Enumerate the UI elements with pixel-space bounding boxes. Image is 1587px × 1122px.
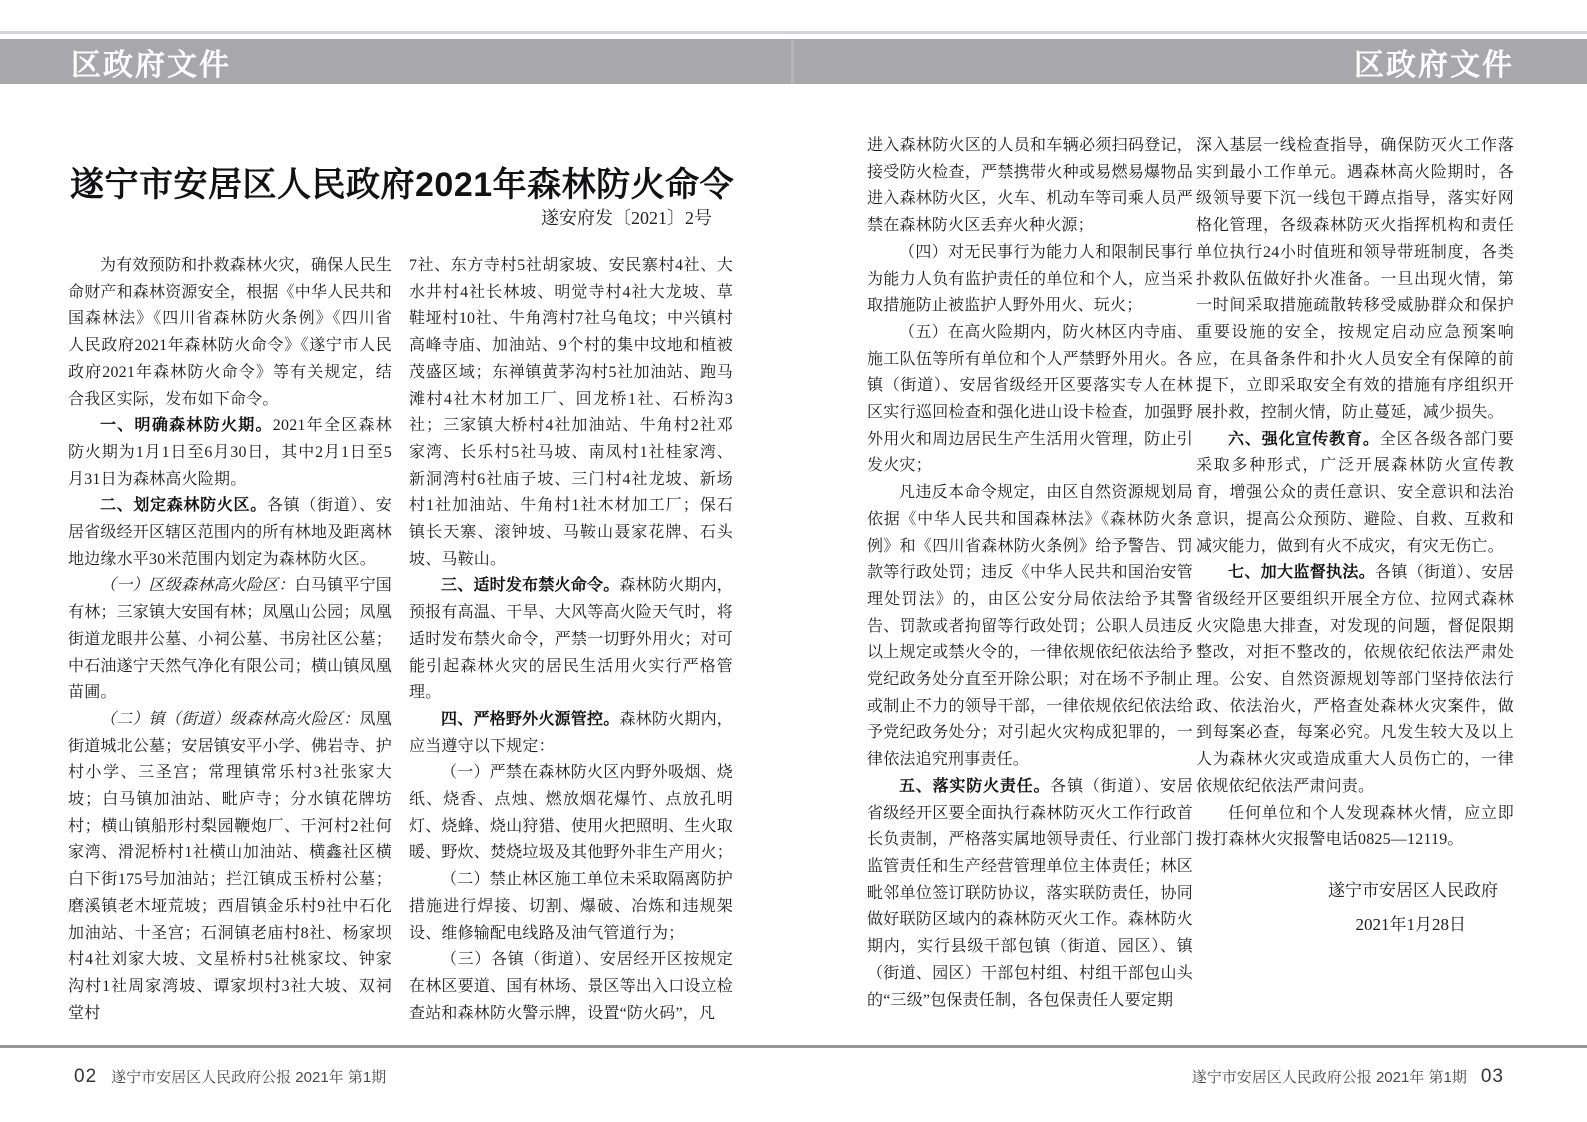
paragraph: 为有效预防和扑救森林火灾，确保人民生命财产和森林资源安全，根据《中华人民共和国森林法》《四川省森林防火条例》《四川省人民政府2021年森林防火命令》《遂宁市人民政府2021年森林防火命令》等有关规定，结合我区实际，发布如下命令。 bbox=[68, 257, 393, 408]
page-fold-seam bbox=[791, 39, 794, 84]
paragraph: 7社、东方寺村5社胡家坡、安民寨村4社、大水井村4社长林坡、明觉寺村4社大龙坡、草鞋垭村10社、牛角湾村7社乌龟坟；中兴镇村高峰寺庙、加油站、9个村的集中坟地和植被茂盛区域；东禅镇黄茅沟村5社加油站、跑马滩村4社木材加工厂、回龙桥1社、石桥沟3社；三家镇大桥村4社加油站、牛角村2社邓家湾、长乐村5社马坡、南凤村1社桂家湾、新洞湾村6社庙子坡、三门村4社龙坡、新场村1社加油站、牛角村1社木材加工厂；保石镇长天寨、滚钟坡、马鞍山聂家花牌、石头坡、马鞍山。 bbox=[409, 257, 733, 568]
paragraph: 三、适时发布禁火命令。森林防火期内，预报有高温、干旱、大风等高火险天气时，将适时发布禁火命令，严禁一切野外用火；对可能引起森林火灾的居民生活用火实行严格管理。 bbox=[409, 577, 734, 702]
section-heading: 六、强化宣传教育。 bbox=[1228, 430, 1380, 448]
page-number-right: 03 bbox=[1480, 1066, 1504, 1087]
banner-left-label: 区政府文件 bbox=[71, 48, 231, 82]
page-number-left: 02 bbox=[74, 1066, 98, 1087]
paragraph: （二）镇（街道）级森林高火险区：凤凰街道城北公墓；安居镇安平小学、佛岩寺、护村小学、三圣宫；常理镇常乐村3社张家大坡；白马镇加油站、毗庐寺；分水镇花牌坊村；横山镇船形村梨园鞭炮厂、干河村2社何家湾、滑泥桥村1社横山加油站、横鑫社区横白下街175号加油站；拦江镇成玉桥村公墓；磨溪镇老木垭荒坡；西眉镇金乐村9社中石化加油站、十圣宫；石洞镇老庙村8社、杨家坝村4社刘家大坡、文星桥村5社桃家坟、钟家沟村1社周家湾坡、谭家坝村3社大坡、双祠堂村 bbox=[68, 710, 393, 1022]
text-column-3 bbox=[867, 133, 1193, 1015]
paragraph: （四）对无民事行为能力人和限制民事行为能力人负有监护责任的单位和个人，应当采取措施防止被监护人野外用火、玩火； bbox=[867, 243, 1193, 315]
paragraph: 七、加大监督执法。各镇（街道）、安居省级经开区要组织开展全方位、拉网式森林火灾隐患大排查，对发现的问题，督促限期整改，对拒不整改的，依规依纪依法严肃处理。公安、自然资源规划等部门坚持依法行政、依法治火，严格查处森林火灾案件，做到每案必查，每案必究。凡发生较大及以上人为森林火灾或造成重大人员伤亡的，一律依规依纪依法严肃问责。 bbox=[1196, 564, 1514, 795]
paragraph: （五）在高火险期内，防火林区内寺庙、施工队伍等所有单位和个人严禁野外用火。各镇（街道）、安居省级经开区要落实专人在林区实行巡回检查和强化进山设卡检查，加强野外用火和周边居民生产生活用火管理，防止引发火灾； bbox=[867, 323, 1193, 475]
banner-right-label: 区政府文件 bbox=[1354, 48, 1514, 82]
paragraph: （二）禁止林区施工单位未采取隔离防护措施进行焊接、切割、爆破、冶炼和违规架设、维修输配电线路及油气管道行为； bbox=[409, 871, 733, 942]
subsection-label: （二）镇（街道）级森林高火险区： bbox=[100, 710, 360, 728]
text-column-2 bbox=[409, 253, 734, 1022]
paragraph: 一、明确森林防火期。2021年全区森林防火期为1月1日至6月30日，其中2月1日至5月31日为森林高火险期。 bbox=[68, 417, 392, 488]
footer-right-text: 遂宁市安居区人民政府公报 2021年 第1期 bbox=[1191, 1069, 1467, 1086]
section-heading: 一、明确森林防火期。 bbox=[100, 417, 273, 435]
text-column-1 bbox=[68, 253, 393, 1022]
paragraph: 四、严格野外火源管控。森林防火期内，应当遵守以下规定： bbox=[409, 710, 733, 755]
text-column-4 bbox=[1196, 133, 1514, 875]
signature-issuer: 遂宁市安居区人民政府 bbox=[1328, 881, 1498, 900]
top-rule bbox=[0, 31, 1587, 34]
paragraph: （一）区级森林高火险区：白马镇平宁国有林；三家镇大安国有林；凤凰山公园；凤凰街道龙眼井公墓、小祠公墓、书房社区公墓；中石油遂宁天然气净化有限公司；横山镇凤凰苗圃。 bbox=[68, 577, 393, 702]
section-heading: 四、严格野外火源管控。 bbox=[441, 710, 620, 728]
paragraph: 任何单位和个人发现森林火情，应立即拨打森林火灾报警电话0825—12119。 bbox=[1196, 804, 1514, 849]
footer-left-text: 遂宁市安居区人民政府公报 2021年 第1期 bbox=[111, 1069, 387, 1086]
document-title: 遂宁市安居区人民政府2021年森林防火命令 bbox=[70, 165, 735, 204]
section-heading: 二、划定森林防火区。 bbox=[100, 497, 267, 515]
footer-left bbox=[74, 1066, 386, 1088]
footer-rule bbox=[0, 1045, 1587, 1048]
subsection-label: （一）区级森林高火险区： bbox=[100, 577, 295, 595]
signature-date: 2021年1月28日 bbox=[1355, 915, 1466, 934]
footer-right bbox=[1192, 1066, 1504, 1088]
paragraph: 五、落实防火责任。各镇（街道）、安居省级经开区要全面执行森林防灭火工作行政首长负责制，严格落实属地领导责任、行业部门监管责任和生产经营管理单位主体责任；林区毗邻单位签订联防协议，落实联防责任，协同做好联防区域内的森林防灭火工作。森林防火期内，实行县级干部包镇（街道、园区）、镇（街道、园区）干部包村组、村组干部包山头的“三级”包保责任制，各包保责任人要定期 bbox=[867, 777, 1193, 1009]
paragraph: （一）严禁在森林防火区内野外吸烟、烧纸、烧香、点烛、燃放烟花爆竹、点放孔明灯、烧蜂、烧山狩猎、使用火把照明、生火取暖、野炊、焚烧垃圾及其他野外非生产用火； bbox=[409, 764, 734, 862]
paragraph: （三）各镇（街道）、安居经开区按规定在林区要道、国有林场、景区等出入口设立检查站和森林防火警示牌，设置“防火码”，凡 bbox=[409, 951, 734, 1022]
paragraph: 二、划定森林防火区。各镇（街道）、安居省级经开区辖区范围内的所有林地及距离林地边缘水平30米范围内划定为森林防火区。 bbox=[68, 497, 393, 568]
document-number: 遂安府发〔2021〕2号 bbox=[541, 208, 712, 228]
paragraph: 进入森林防火区的人员和车辆必须扫码登记，接受防火检查，严禁携带火种或易燃易爆物品进入森林防火区，火车、机动车等司乘人员严禁在森林防火区丢弃火种火源； bbox=[867, 137, 1193, 235]
paragraph: 六、强化宣传教育。全区各级各部门要采取多种形式，广泛开展森林防火宣传教育，增强公众的责任意识、安全意识和法治意识，提高公众预防、避险、自救、互救和减灾能力，做到有火不成灾，有灾无伤亡。 bbox=[1196, 430, 1514, 555]
signature-block bbox=[1196, 876, 1514, 935]
section-heading: 五、落实防火责任。 bbox=[899, 777, 1051, 795]
section-heading: 三、适时发布禁火命令。 bbox=[441, 577, 620, 595]
header-banner bbox=[0, 39, 1587, 84]
paragraph: 凡违反本命令规定，由区自然资源规划局依据《中华人民共和国森林法》《森林防火条例》和《四川省森林防火条例》给予警告、罚款等行政处罚；违反《中华人民共和国治安管理处罚法》的，由区公安分局依法给予其警告、罚款或者拘留等行政处罚；公职人员违反以上规定或禁火令的，一律依规依纪依法给予党纪政务处分直至开除公职；对在场不予制止或制止不力的领导干部，一律依规依纪依法给予党纪政务处分；对引起火灾构成犯罪的，一律依法追究刑事责任。 bbox=[867, 484, 1193, 769]
paragraph: 深入基层一线检查指导，确保防灭火工作落实到最小工作单元。遇森林高火险期时，各级领导要下沉一线包干蹲点指导，落实好网格化管理，各级森林防灭火指挥机构和责任单位执行24小时值班和领导带班制度，各类扑救队伍做好扑火准备。一旦出现火情，第一时间采取措施疏散转移受威胁群众和保护重要设施的安全，按规定启动应急预案响应，在具备条件和扑火人员安全有保障的前提下，立即采取安全有效的措施有序组织开展扑救，控制火情，防止蔓延，减少损失。 bbox=[1196, 137, 1514, 422]
section-heading: 七、加大监督执法。 bbox=[1228, 564, 1376, 582]
